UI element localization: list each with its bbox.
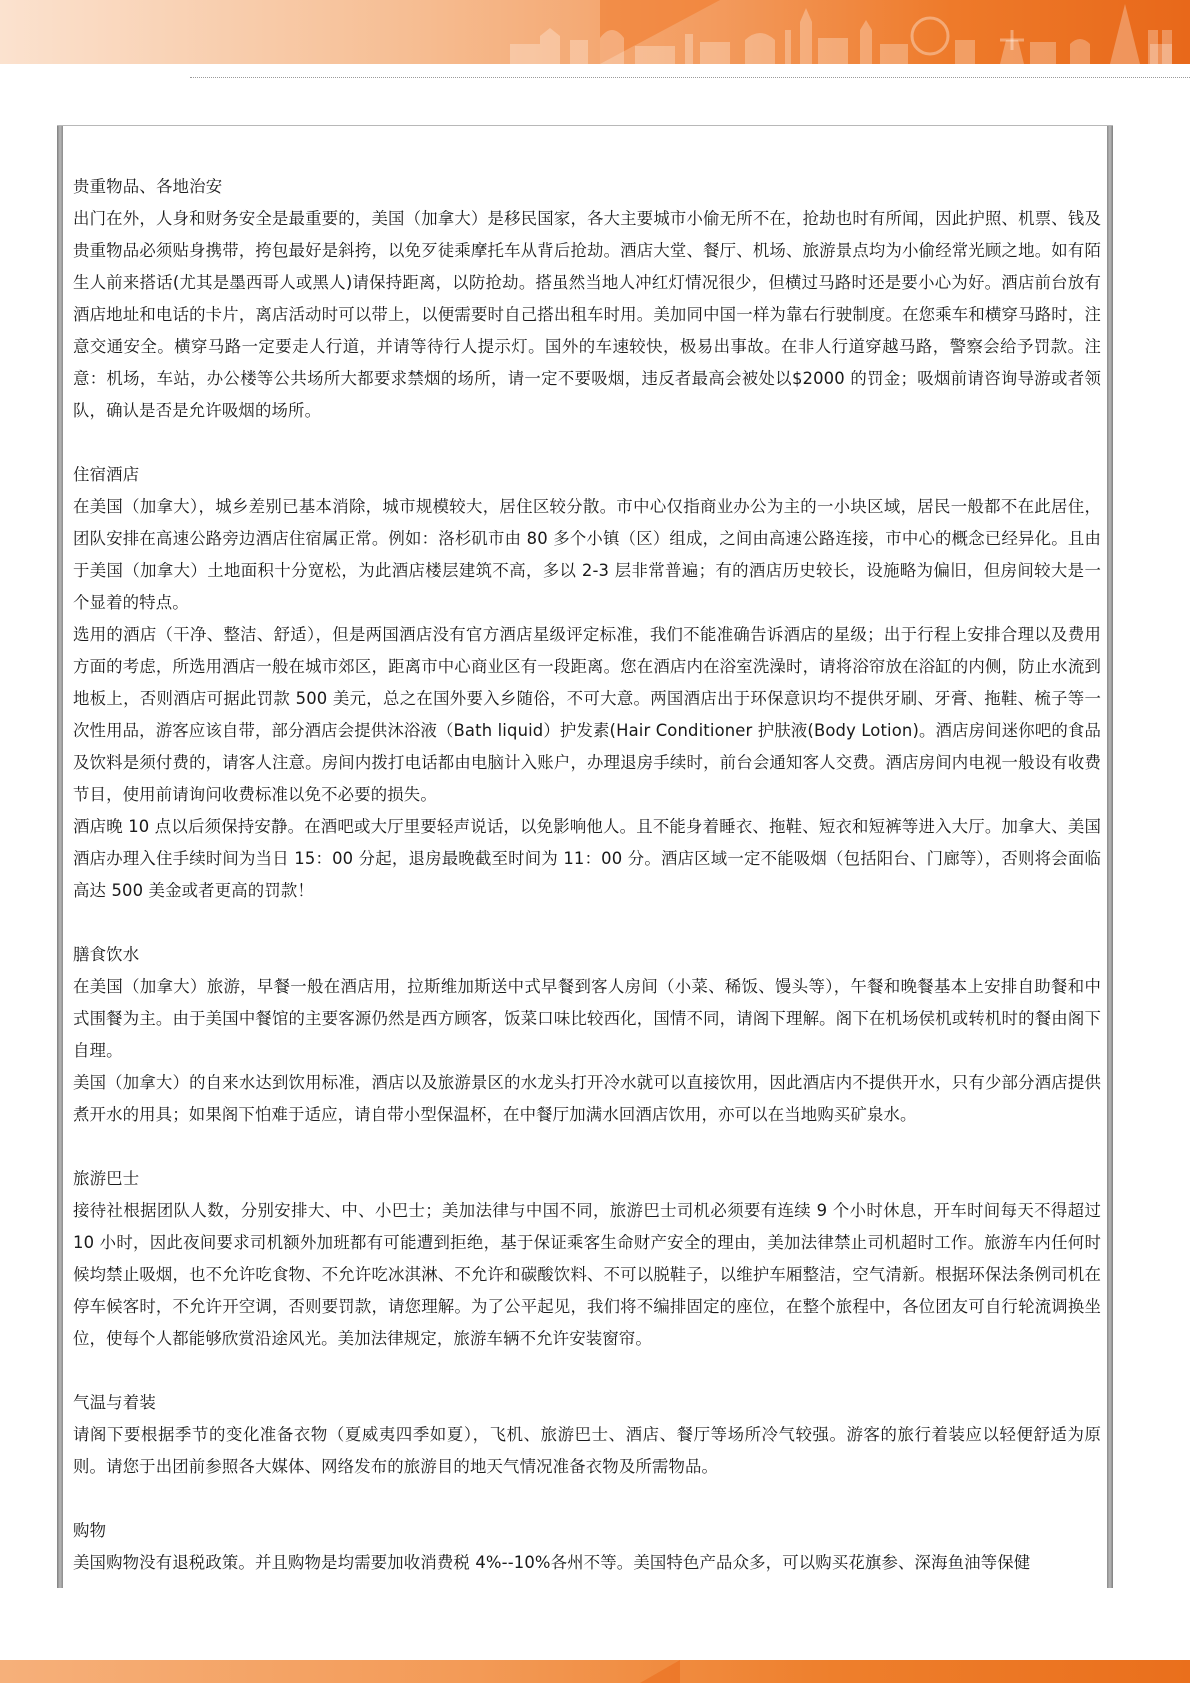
section-heading: 住宿酒店 [73,465,140,484]
section-meals-water [73,939,1101,1131]
frame-left-bar [57,126,63,1588]
section-paragraph: 美国购物没有退税政策。并且购物是均需要加收消费税 4%--10%各州不等。美国特色产品众多，可以购买花旗参、深海鱼油等保健 [73,1553,1031,1572]
section-paragraph: 美国（加拿大）的自来水达到饮用标准，酒店以及旅游景区的水龙头打开冷水就可以直接饮用，因此酒店内不提供开水，只有少部分酒店提供煮开水的用具；如果阁下怕难于适应，请自带小型保温杯，在中餐厅加满水回酒店饮用，亦可以在当地购买矿泉水。 [73,1073,1101,1124]
document-body [73,171,1101,1585]
header-banner [0,0,1190,64]
section-paragraph: 在美国（加拿大）旅游，早餐一般在酒店用，拉斯维加斯送中式早餐到客人房间（小菜、稀饭、馒头等），午餐和晚餐基本上安排自助餐和中式围餐为主。由于美国中餐馆的主要客源仍然是西方顾客，饭菜口味比较西化，国情不同，请阁下理解。阁下在机场侯机或转机时的餐由阁下自理。 [73,977,1101,1060]
section-heading: 膳食饮水 [73,945,140,964]
footer-shade [640,1660,680,1683]
section-tour-bus [73,1163,1101,1355]
section-hotel [73,459,1101,907]
section-weather-clothing [73,1387,1101,1483]
footer-banner [0,1660,1190,1683]
section-heading: 气温与着装 [73,1393,156,1412]
frame-right-bar [1107,126,1113,1588]
section-valuables-security [73,171,1101,427]
section-paragraph: 酒店晚 10 点以后须保持安静。在酒吧或大厅里要轻声说话，以免影响他人。且不能身着睡衣、拖鞋、短衣和短裤等进入大厅。加拿大、美国酒店办理入住手续时间为当日 15：00 分起，退房最晚截至时间为 11：00 分。酒店区域一定不能吸烟（包括阳台、门廊等），否则将会面临高达 500 美金或者更高的罚款！ [73,817,1101,900]
section-heading: 旅游巴士 [73,1169,140,1188]
section-paragraph: 请阁下要根据季节的变化准备衣物（夏威夷四季如夏），飞机、旅游巴士、酒店、餐厅等场所冷气较强。游客的旅行着装应以轻便舒适为原则。请您于出团前参照各大媒体、网络发布的旅游目的地天气情况准备衣物及所需物品。 [73,1425,1101,1476]
section-paragraph: 选用的酒店（干净、整洁、舒适），但是两国酒店没有官方酒店星级评定标准，我们不能准确告诉酒店的星级；出于行程上安排合理以及费用方面的考虑，所选用酒店一般在城市郊区，距离市中心商业区有一段距离。您在酒店内在浴室洗澡时，请将浴帘放在浴缸的内侧，防止水流到地板上，否则酒店可据此罚款 500 美元，总之在国外要入乡随俗，不可大意。两国酒店出于环保意识均不提供牙刷、牙膏、拖鞋、梳子等一次性用品，游客应该自带，部分酒店会提供沐浴液（Bath liquid）护发素(Hair Conditioner 护肤液(Body Lotion)。酒店房间迷你吧的食品及饮料是须付费的，请客人注意。房间内拨打电话都由电脑计入账户，办理退房手续时，前台会通知客人交费。酒店房间内电视一般设有收费节目，使用前请询问收费标准以免不必要的损失。 [73,625,1101,804]
section-paragraph: 接待社根据团队人数，分别安排大、中、小巴士；美加法律与中国不同，旅游巴士司机必须要有连续 9 个小时休息，开车时间每天不得超过 10 小时，因此夜间要求司机额外加班都有可能遭到拒绝，基于保证乘客生命财产安全的理由，美加法律禁止司机超时工作。旅游车内任何时候均禁止吸烟，也不允许吃食物、不允许吃冰淇淋、不允许和碳酸饮料、不可以脱鞋子，以维护车厢整洁，空气清新。根据环保法条例司机在停车候客时，不允许开空调，否则要罚款，请您理解。为了公平起见，我们将不编排固定的座位，在整个旅程中，各位团友可自行轮流调换坐位，使每个人都能够欣赏沿途风光。美加法律规定，旅游车辆不允许安装窗帘。 [73,1201,1101,1348]
header-divider [190,77,1190,78]
section-paragraph: 在美国（加拿大），城乡差别已基本消除，城市规模较大，居住区较分散。市中心仅指商业办公为主的一小块区域，居民一般都不在此居住，团队安排在高速公路旁边酒店住宿属正常。例如：洛杉矶市由 80 多个小镇（区）组成，之间由高速公路连接，市中心的概念已经异化。且由于美国（加拿大）土地面积十分宽松，为此酒店楼层建筑不高，多以 2-3 层非常普遍；有的酒店历史较长，设施略为偏旧，但房间较大是一个显着的特点。 [73,497,1101,612]
section-heading: 购物 [73,1521,107,1540]
section-heading: 贵重物品、各地治安 [73,177,223,196]
section-paragraph: 出门在外，人身和财务安全是最重要的，美国（加拿大）是移民国家，各大主要城市小偷无所不在，抢劫也时有所闻，因此护照、机票、钱及贵重物品必须贴身携带，挎包最好是斜挎，以免歹徒乘摩托车从背后抢劫。酒店大堂、餐厅、机场、旅游景点均为小偷经常光顾之地。如有陌生人前来搭话(尤其是墨西哥人或黑人)请保持距离，以防抢劫。搭虽然当地人冲红灯情况很少，但横过马路时还是要小心为好。酒店前台放有酒店地址和电话的卡片，离店活动时可以带上，以便需要时自己搭出租车时用。美加同中国一样为靠右行驶制度。在您乘车和横穿马路时，注意交通安全。横穿马路一定要走人行道，并请等待行人提示灯。国外的车速较快，极易出事故。在非人行道穿越马路，警察会给予罚款。注意：机场，车站，办公楼等公共场所大都要求禁烟的场所，请一定不要吸烟，违反者最高会被处以$2000 的罚金；吸烟前请咨询导游或者领队，确认是否是允许吸烟的场所。 [73,209,1101,420]
section-shopping [73,1515,1101,1579]
city-skyline-icon [500,0,1190,64]
